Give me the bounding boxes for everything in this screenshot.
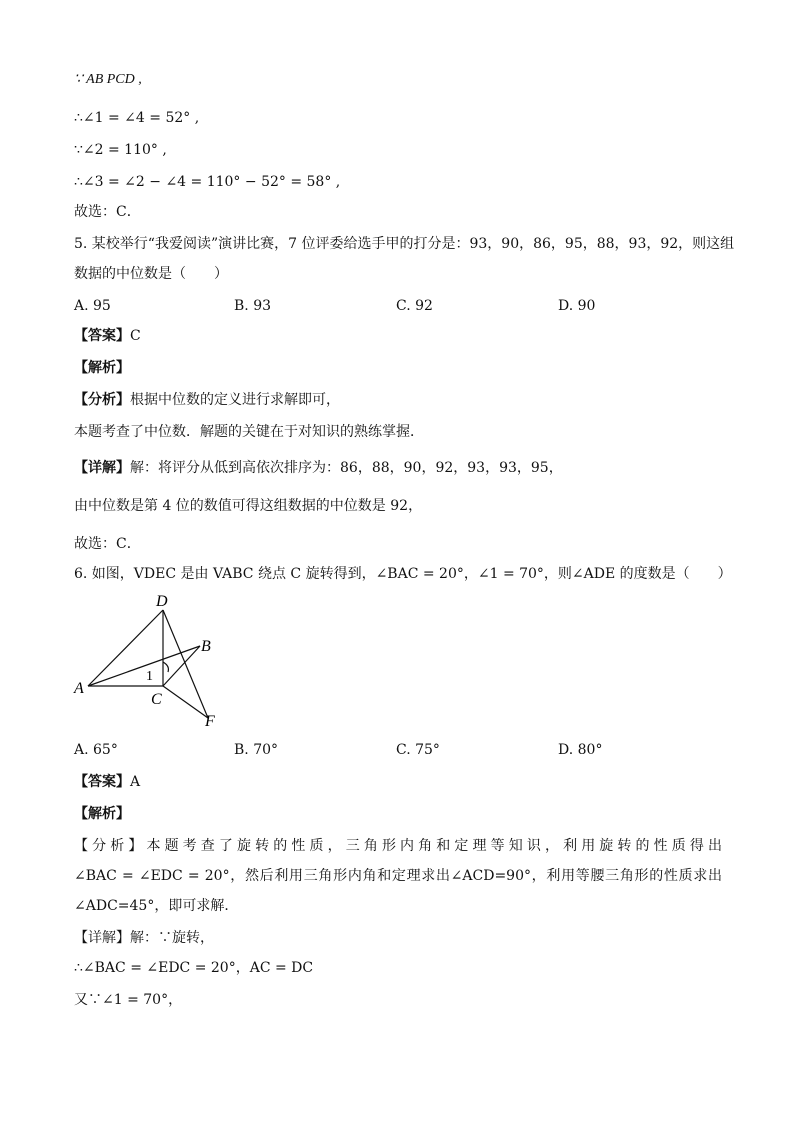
q5-option-c: C. 92 (396, 298, 433, 314)
question-6-text: 6. 如图，VDEC 是由 VABC 绕点 C 旋转得到，∠BAC = 20°，∠1 = 70°，则∠ADE 的度数是（ ） (74, 566, 732, 582)
q5-analysis-text: 根据中位数的定义进行求解即可， (130, 392, 340, 408)
q6-detail-2: ∴∠BAC = ∠EDC = 20°，AC = DC (74, 960, 314, 976)
q5-analysis-text-2: 本题考查了中位数．解题的关键在于对知识的熟练掌握． (74, 424, 424, 440)
label-a: A (74, 680, 84, 697)
q6-answer (74, 772, 140, 792)
label-f: F (205, 713, 215, 730)
q5-detail-text-2: 由中位数是第 4 位的数值可得这组数据的中位数是 92， (74, 498, 423, 514)
q5-answer-label: 【答案】 (74, 328, 130, 344)
q6-answer-value: A (130, 774, 141, 790)
segment-ab (88, 646, 200, 686)
proof-line-angle2: ∵∠2 = 110° , (74, 142, 167, 158)
proof-line-angle1: ∴∠1 = ∠4 = 52° , (74, 110, 200, 126)
q5-answer (74, 326, 141, 346)
label-b: B (201, 638, 211, 655)
q6-analysis-text-2: ∠BAC = ∠EDC = 20°，然后利用三角形内角和定理求出∠ACD=90°，利用等腰三角形的性质求出 (74, 868, 722, 884)
q5-answer-value: C (130, 328, 141, 344)
q5-detail-label: 【详解】 (74, 460, 130, 476)
q6-analysis-heading: 【解析】 (74, 806, 130, 822)
q6-option-d: D. 80° (558, 742, 603, 758)
q6-option-a: A. 65° (74, 742, 118, 758)
q5-detail (74, 458, 563, 478)
proof-line-parallel: ∵ AB PCD , (74, 72, 142, 87)
q5-option-a: A. 95 (74, 298, 111, 314)
question-5-text-cont: 数据的中位数是（ ） (74, 266, 228, 282)
q5-conclusion: 故选：C． (74, 536, 141, 552)
q6-option-b: B. 70° (234, 742, 279, 758)
question-6-options (74, 740, 734, 760)
question-5-text: 5. 某校举行“我爱阅读”演讲比赛，7 位评委给选手甲的打分是：93，90，86，95，88，93，92，则这组 (74, 236, 735, 252)
q6-detail-3: 又∵∠1 = 70°， (74, 992, 183, 1008)
q5-detail-text: 解：将评分从低到高依次排序为：86，88，90，92，93，93，95， (130, 460, 563, 476)
label-d: D (156, 593, 168, 610)
q5-analysis-heading: 【解析】 (74, 360, 130, 376)
label-c: C (151, 691, 162, 708)
question-5-options (74, 296, 734, 316)
q5-analysis (74, 390, 340, 410)
answer-choice-line: 故选：C． (74, 204, 141, 220)
q6-detail: 【详解】解：∵旋转， (74, 930, 214, 946)
q6-analysis-text-3: ∠ADC=45°，即可求解． (74, 898, 239, 914)
proof-line-angle3: ∴∠3 = ∠2 − ∠4 = 110° − 52° = 58° , (74, 174, 341, 190)
q5-option-b: B. 93 (234, 298, 272, 314)
q5-option-d: D. 90 (558, 298, 596, 314)
geometry-figure (70, 590, 230, 730)
q6-analysis-text: 【分析】本题考查了旋转的性质，三角形内角和定理等知识，利用旋转的性质得出 (74, 838, 722, 854)
angle-1-arc (163, 662, 168, 672)
q6-answer-label: 【答案】 (74, 774, 130, 790)
label-angle-1: 1 (146, 669, 153, 684)
q5-analysis-label: 【分析】 (74, 392, 130, 408)
q6-option-c: C. 75° (396, 742, 440, 758)
